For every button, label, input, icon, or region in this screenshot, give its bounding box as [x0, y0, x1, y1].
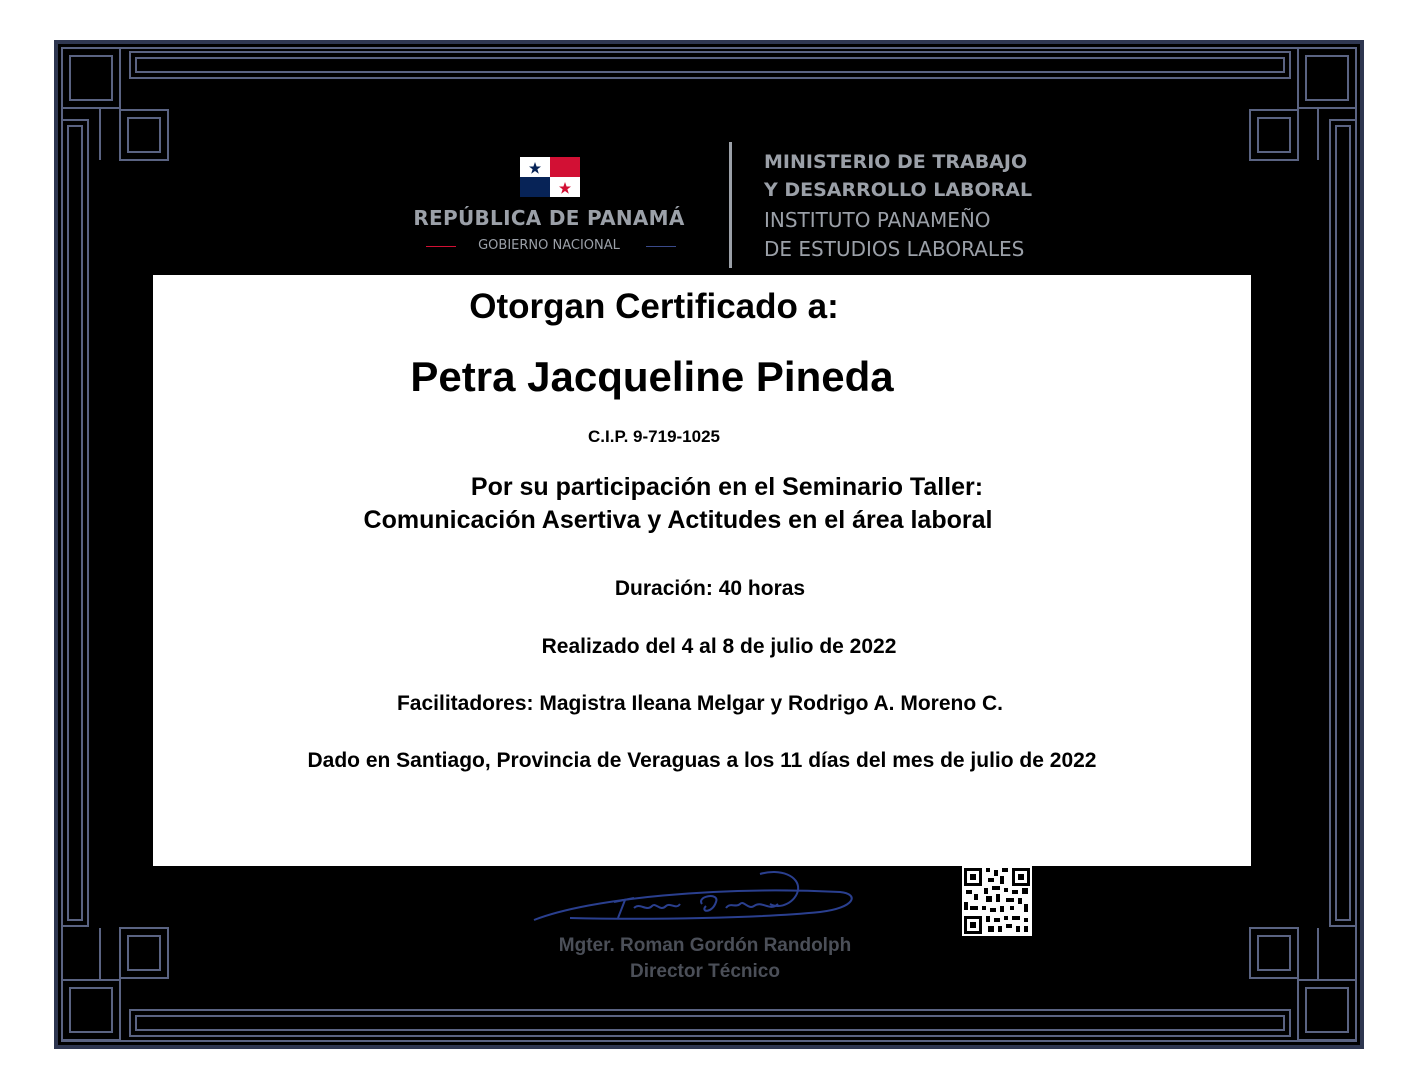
recipient-name: Petra Jacqueline Pineda [410, 353, 894, 400]
ministry-line-2: Y DESARROLLO LABORAL [764, 179, 1033, 201]
course-duration: Duración: 40 horas [614, 577, 806, 600]
qr-code-icon [962, 866, 1032, 936]
course-title: Comunicación Asertiva y Actitudes en el área laboral [363, 506, 993, 534]
signature-image [530, 868, 860, 938]
ministry-name [764, 148, 1064, 204]
issue-place-date: Dado en Santiago, Provincia de Veraguas a los 11 días del mes de julio de 2022 [307, 749, 1097, 772]
certificate-body [153, 275, 1251, 866]
ministry-line-1: MINISTERIO DE TRABAJO [764, 151, 1028, 173]
header-divider [729, 142, 732, 268]
institute-line-2: DE ESTUDIOS LABORALES [764, 237, 1025, 261]
institute-name [764, 206, 1064, 264]
country-name: REPÚBLICA DE PANAMÁ [413, 206, 685, 230]
signatory-name: Mgter. Roman Gordón Randolph [558, 935, 852, 956]
certificate-heading: Otorgan Certificado a: [469, 287, 839, 326]
recipient-id: C.I.P. 9-719-1025 [588, 427, 720, 446]
institute-line-1: INSTITUTO PANAMEÑO [764, 208, 991, 232]
header-logos [404, 140, 1064, 270]
panama-flag-icon [520, 157, 580, 197]
signatory-title: Director Técnico [630, 961, 780, 982]
facilitators: Facilitadores: Magistra Ileana Melgar y Rodrigo A. Moreno C. [396, 692, 1003, 715]
course-dates: Realizado del 4 al 8 de julio de 2022 [541, 635, 897, 658]
government-name: GOBIERNO NACIONAL [478, 238, 620, 253]
participation-text: Por su participación en el Seminario Taller: [470, 473, 984, 501]
blue-rule [646, 246, 676, 247]
